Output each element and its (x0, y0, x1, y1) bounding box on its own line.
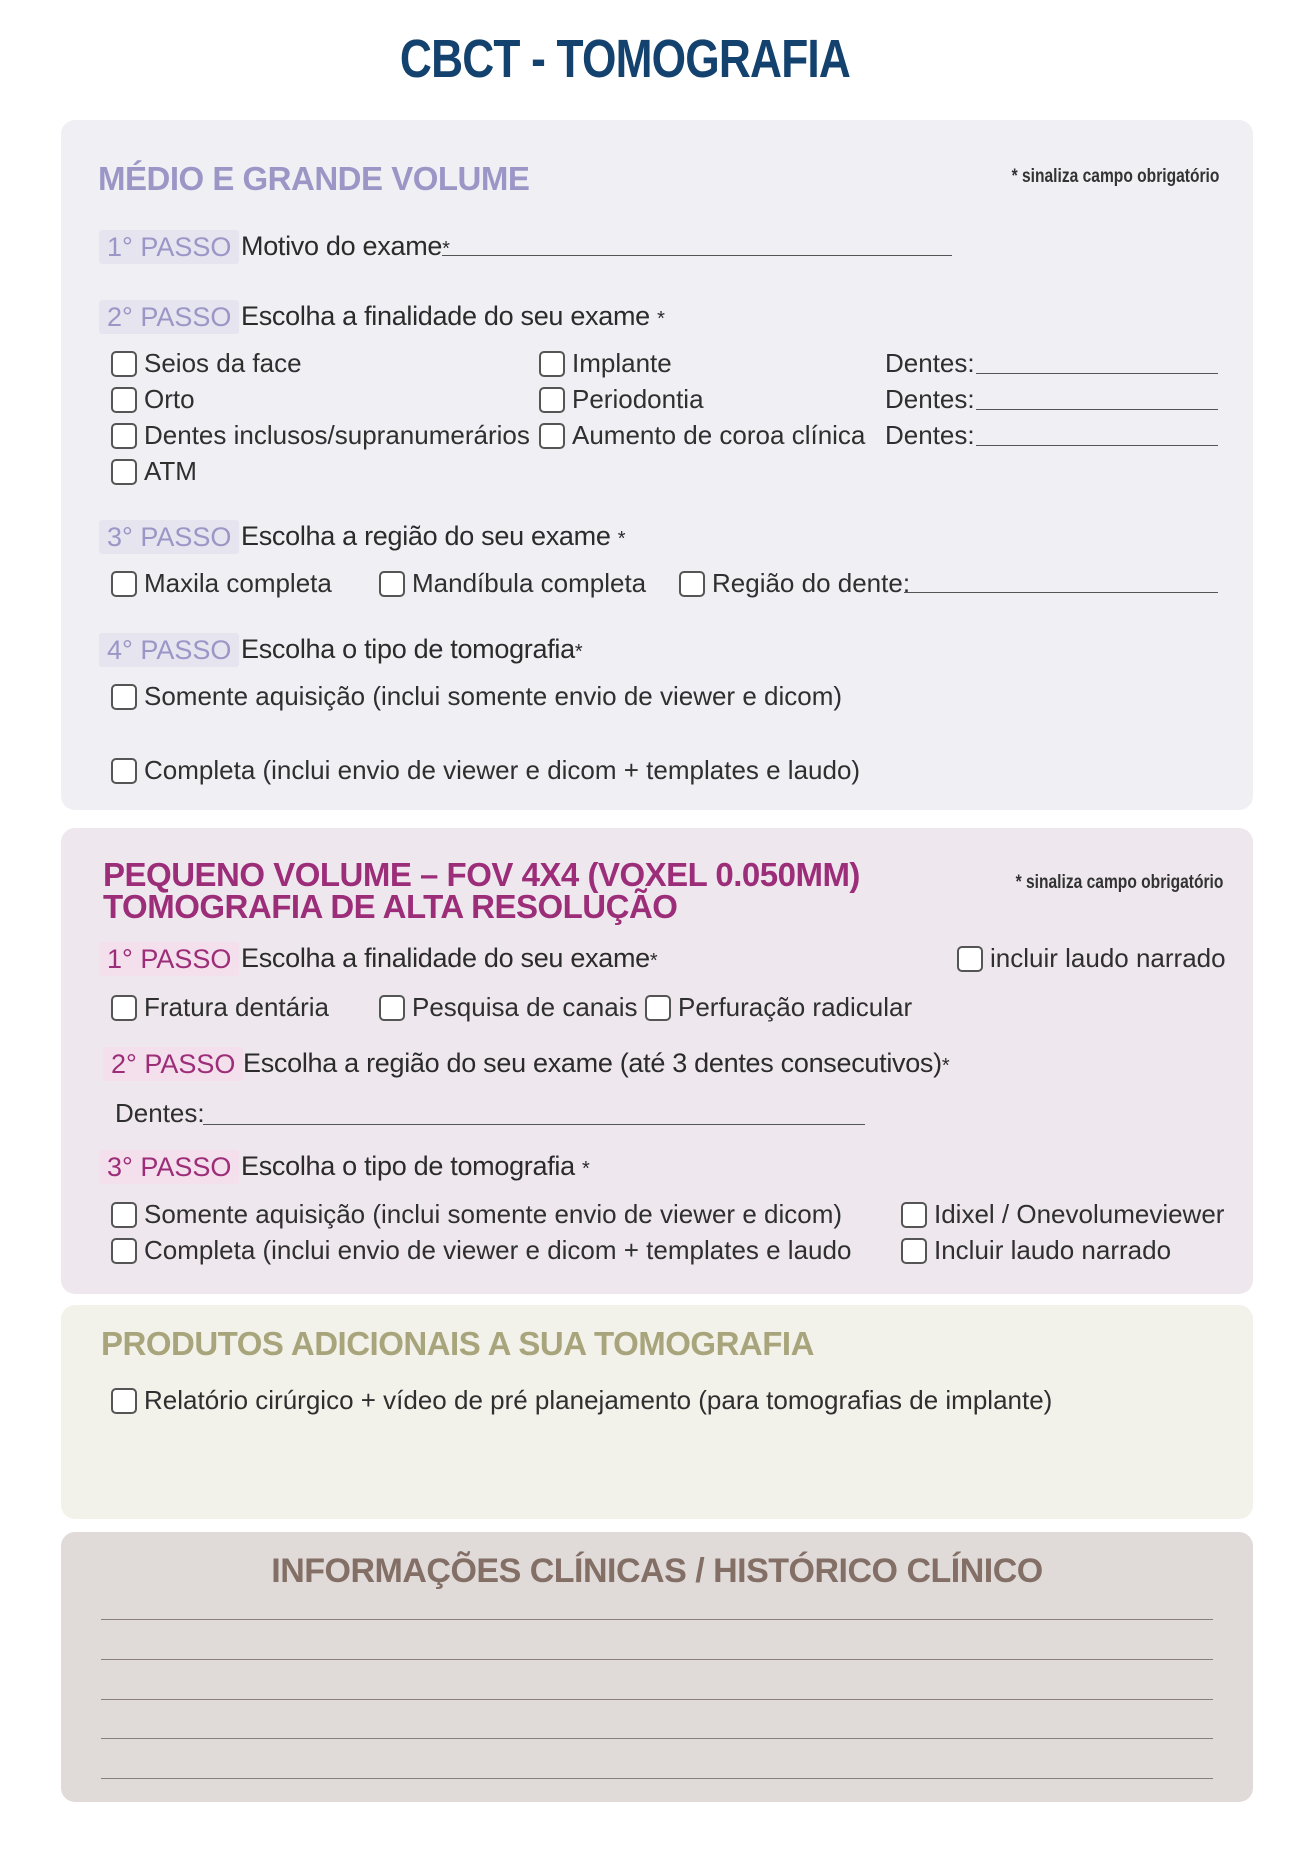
step-badge: 1° PASSO (99, 942, 239, 976)
step-label: Motivo do exame* (241, 231, 450, 261)
section-subheading: TOMOGRAFIA DE ALTA RESOLUÇÃO (103, 888, 678, 925)
checkbox[interactable] (111, 459, 137, 485)
checkbox[interactable] (111, 351, 137, 377)
checkbox-option[interactable]: Mandíbula completa (379, 568, 646, 599)
step-label: Escolha a finalidade do seu exame * (241, 301, 665, 331)
teeth-field[interactable] (976, 409, 1218, 410)
checkbox-option[interactable]: Perfuração radicular (645, 992, 912, 1023)
checkbox[interactable] (379, 995, 405, 1021)
tooth-region-field[interactable] (904, 592, 1218, 593)
teeth-field[interactable] (203, 1124, 865, 1125)
step-badge: 1° PASSO (99, 230, 239, 264)
informacoes-clinicas-section (61, 1532, 1253, 1802)
produtos-adicionais-section (61, 1305, 1253, 1519)
medio-volume-section (61, 120, 1253, 810)
checkbox[interactable] (539, 423, 565, 449)
checkbox-option[interactable]: Completa (inclui envio de viewer e dicom + templates e laudo (111, 1235, 851, 1266)
checkbox-option[interactable]: Seios da face (111, 348, 302, 379)
step-badge: 3° PASSO (99, 1150, 239, 1184)
checkbox[interactable] (111, 423, 137, 449)
teeth-label: Dentes: (885, 384, 975, 414)
checkbox-option[interactable]: Dentes inclusos/supranumerários (111, 420, 530, 451)
teeth-field[interactable] (976, 373, 1218, 374)
checkbox[interactable] (679, 571, 705, 597)
step-badge: 2° PASSO (103, 1047, 243, 1081)
step-label: Escolha a região do seu exame * (241, 521, 626, 551)
checkbox-option[interactable]: Relatório cirúrgico + vídeo de pré planejamento (para tomografias de implante) (111, 1385, 1052, 1416)
checkbox[interactable] (111, 1202, 137, 1228)
checkbox[interactable] (111, 1238, 137, 1264)
checkbox[interactable] (539, 387, 565, 413)
step-badge: 2° PASSO (99, 300, 239, 334)
checkbox-option[interactable]: Somente aquisição (inclui somente envio de viewer e dicom) (111, 681, 842, 712)
checkbox-option[interactable]: Incluir laudo narrado (901, 1235, 1171, 1266)
checkbox-option[interactable]: Completa (inclui envio de viewer e dicom + templates e laudo) (111, 755, 860, 786)
checkbox-option[interactable]: incluir laudo narrado (957, 943, 1226, 974)
checkbox[interactable] (111, 995, 137, 1021)
teeth-label: Dentes: (885, 420, 975, 450)
step-label: Escolha a finalidade do seu exame* (241, 943, 658, 973)
checkbox-option[interactable]: Região do dente: (679, 568, 910, 599)
step-label: Escolha o tipo de tomografia * (241, 1151, 590, 1181)
required-note: * sinaliza campo obrigatório (1015, 872, 1223, 893)
checkbox-option[interactable]: ATM (111, 456, 197, 487)
teeth-label: Dentes: (885, 348, 975, 378)
checkbox[interactable] (111, 684, 137, 710)
checkbox-option[interactable]: Pesquisa de canais (379, 992, 637, 1023)
section-heading: MÉDIO E GRANDE VOLUME (98, 160, 530, 197)
checkbox-option[interactable]: Somente aquisição (inclui somente envio de viewer e dicom) (111, 1199, 842, 1230)
pequeno-volume-section (61, 828, 1253, 1294)
checkbox-option[interactable]: Fratura dentária (111, 992, 329, 1023)
checkbox[interactable] (901, 1202, 927, 1228)
checkbox-option[interactable]: Periodontia (539, 384, 704, 415)
checkbox[interactable] (539, 351, 565, 377)
checkbox-option[interactable]: Aumento de coroa clínica (539, 420, 865, 451)
checkbox[interactable] (111, 1388, 137, 1414)
checkbox-option[interactable]: Maxila completa (111, 568, 332, 599)
step-label: Escolha a região do seu exame (até 3 dentes consecutivos)* (243, 1048, 950, 1078)
section-heading: PRODUTOS ADICIONAIS A SUA TOMOGRAFIA (101, 1325, 814, 1362)
teeth-field[interactable] (976, 445, 1218, 446)
checkbox-option[interactable]: Implante (539, 348, 672, 379)
section-heading: INFORMAÇÕES CLÍNICAS / HISTÓRICO CLÍNICO (271, 1552, 1043, 1590)
checkbox-option[interactable]: Idixel / Onevolumeviewer (901, 1199, 1224, 1230)
step-label: Escolha o tipo de tomografia* (241, 634, 583, 664)
writing-line[interactable] (101, 1738, 1213, 1739)
writing-line[interactable] (101, 1778, 1213, 1779)
writing-line[interactable] (101, 1659, 1213, 1660)
checkbox[interactable] (379, 571, 405, 597)
exam-reason-field[interactable] (442, 255, 952, 256)
checkbox[interactable] (111, 758, 137, 784)
checkbox[interactable] (901, 1238, 927, 1264)
writing-line[interactable] (101, 1699, 1213, 1700)
checkbox[interactable] (645, 995, 671, 1021)
checkbox[interactable] (111, 571, 137, 597)
writing-line[interactable] (101, 1619, 1213, 1620)
checkbox[interactable] (957, 946, 983, 972)
step-badge: 4° PASSO (99, 633, 239, 667)
checkbox-option[interactable]: Orto (111, 384, 195, 415)
section-heading: PEQUENO VOLUME – FOV 4X4 (VOXEL 0.050MM) (103, 856, 860, 893)
page-title: CBCT - TOMOGRAFIA (399, 29, 851, 89)
required-note: * sinaliza campo obrigatório (1011, 166, 1219, 187)
checkbox[interactable] (111, 387, 137, 413)
teeth-label: Dentes: (115, 1098, 205, 1128)
step-badge: 3° PASSO (99, 520, 239, 554)
